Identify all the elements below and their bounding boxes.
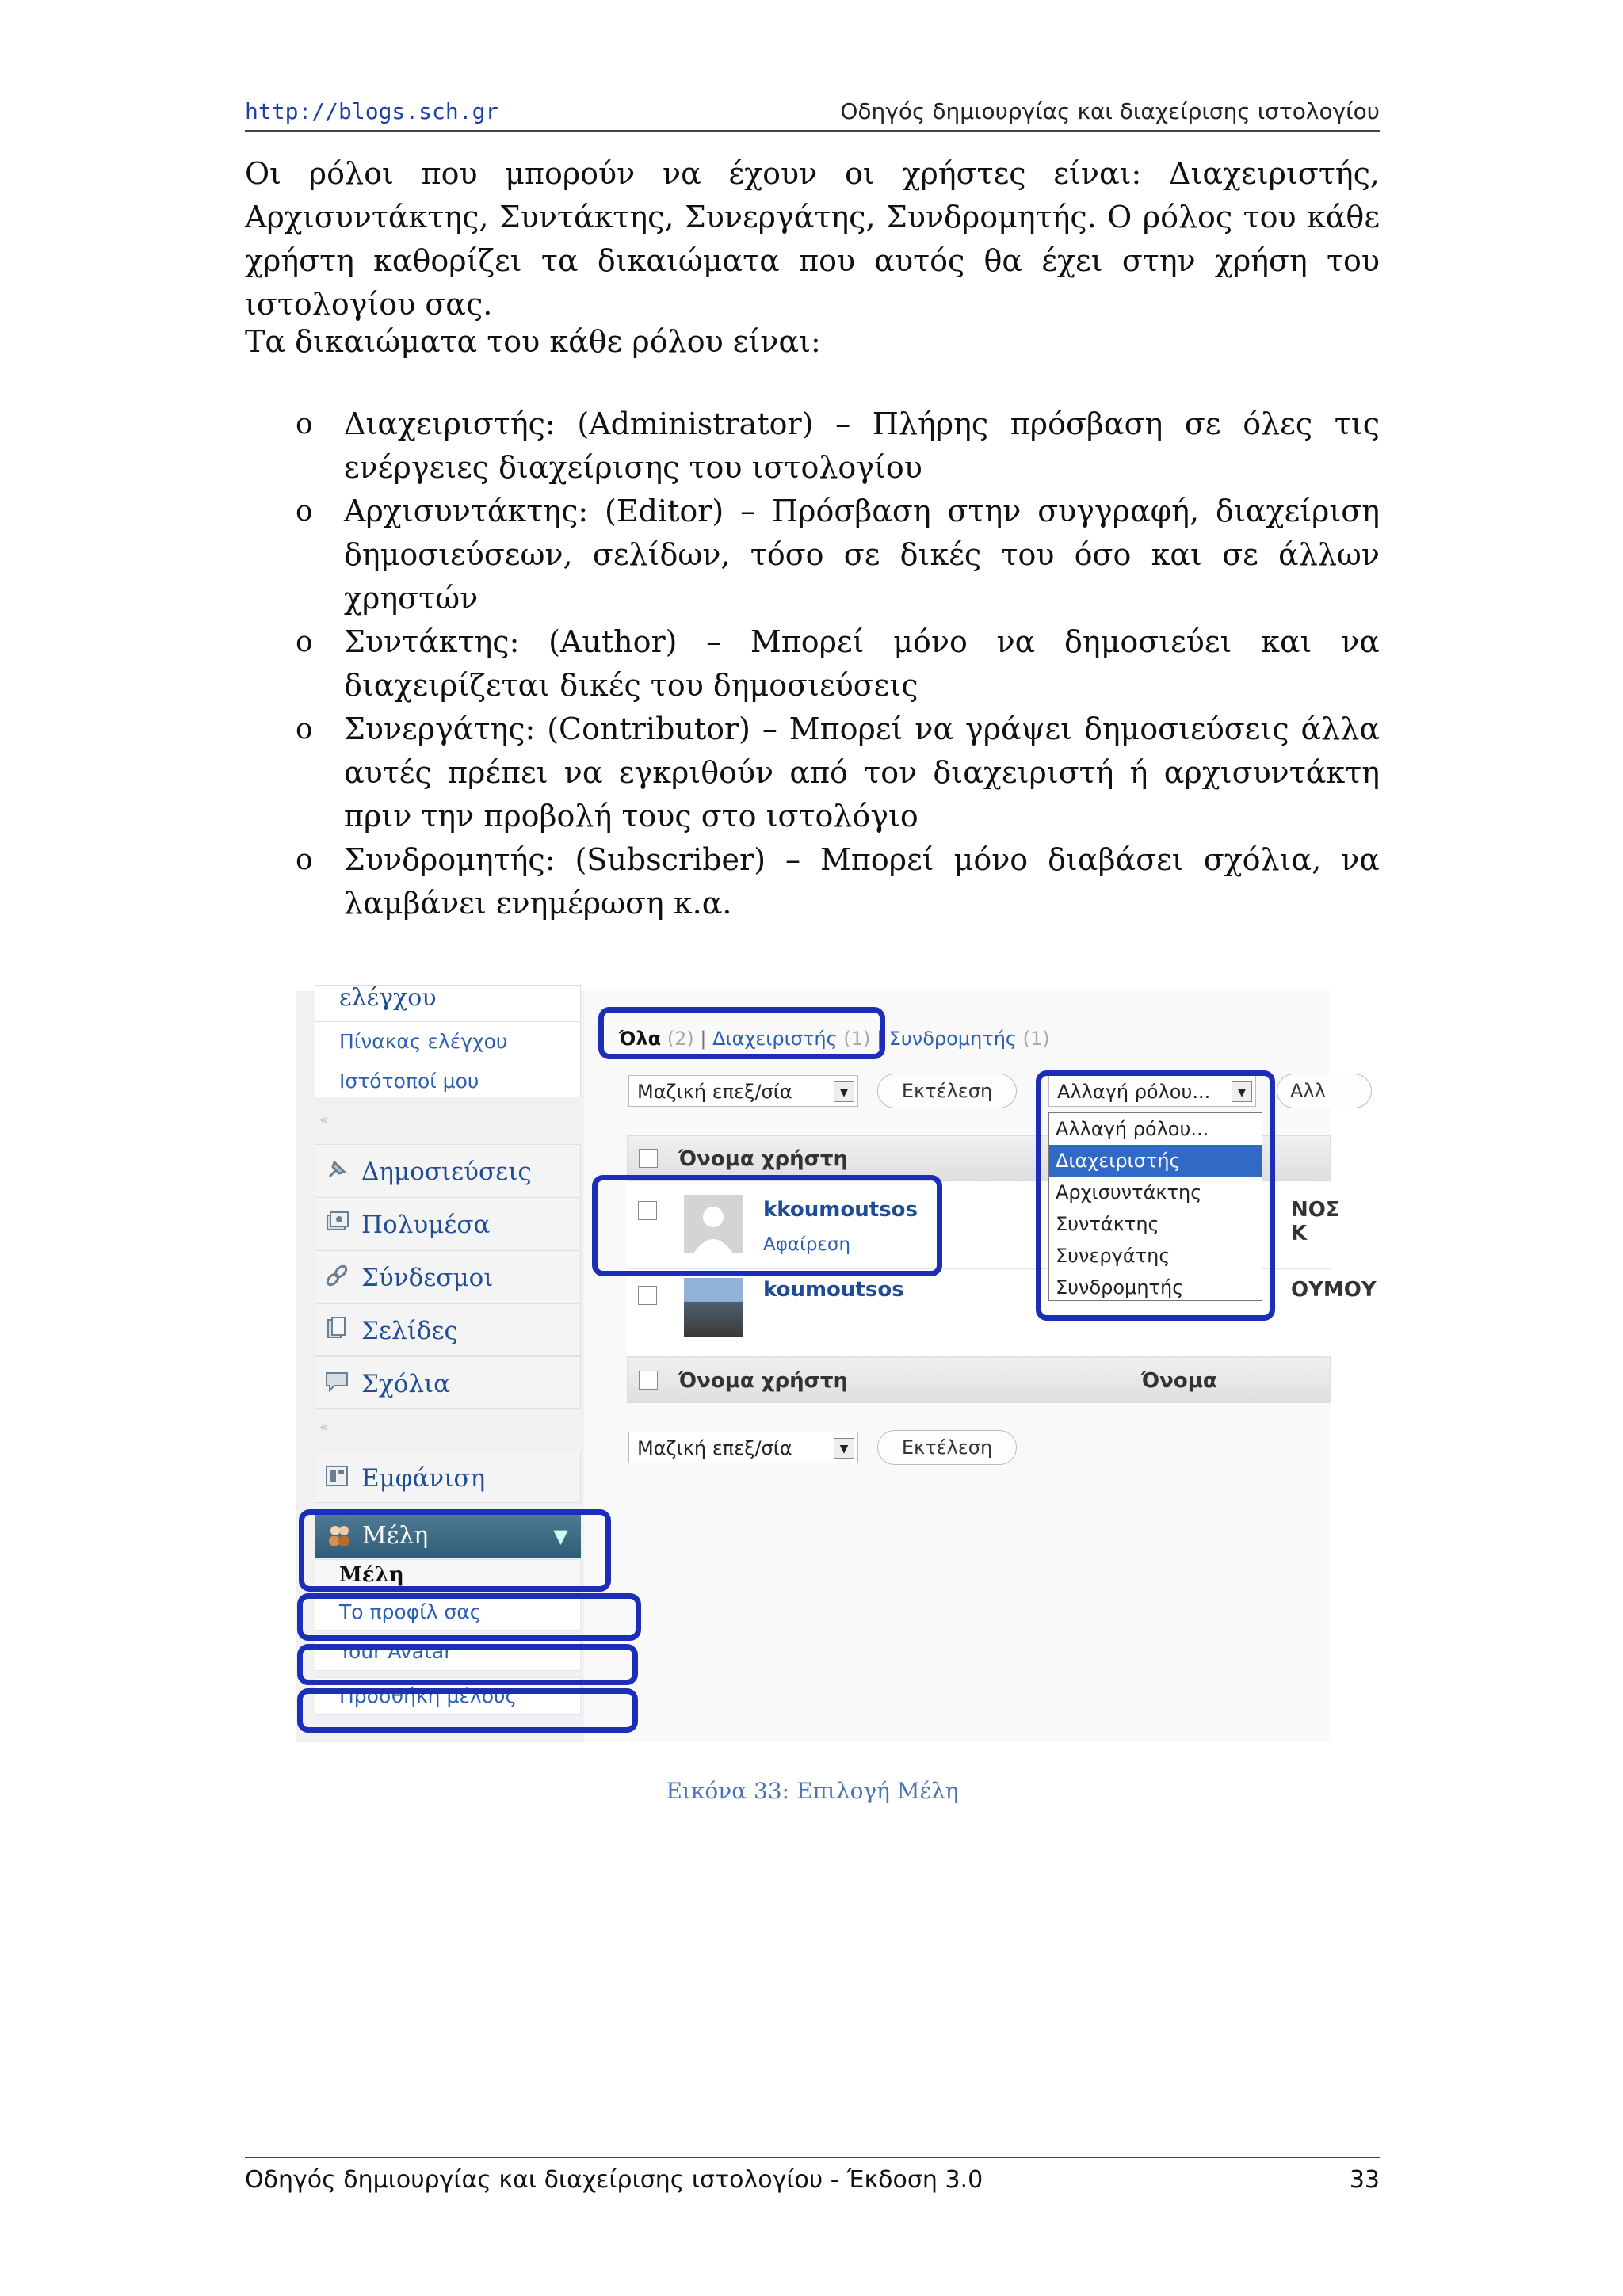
sidebar-subitem-label: Your Avatar xyxy=(339,1640,453,1663)
highlight-avatar xyxy=(297,1644,638,1685)
username-link[interactable]: kkoumoutsos xyxy=(763,1198,918,1222)
select-all-checkbox[interactable] xyxy=(639,1371,658,1390)
bulk-actions-select-bottom[interactable] xyxy=(628,1432,858,1463)
sidebar-item-my-sites[interactable]: Ιστότοποί μου xyxy=(339,1070,479,1093)
intro-paragraph: Οι ρόλοι που μπορούν να έχουν οι χρήστες είναι: Διαχειριστής, Αρχισυντάκτης, Συντάκτης, Συνεργάτης, Συνδρομητής. Ο ρόλος του κάθε χρήστη καθορίζει τα δικαιώματα που αυτός θα έχει στην χρήση του ιστολογίου σας. xyxy=(245,156,1380,322)
sidebar-item-label: Σχόλια xyxy=(361,1370,451,1398)
page-footer xyxy=(245,2157,1380,2196)
sidebar-item-pages[interactable] xyxy=(315,1303,581,1356)
highlight-role-dropdown xyxy=(1036,1070,1275,1321)
tab-administrator[interactable]: Διαχειριστής xyxy=(712,1028,838,1050)
username-link[interactable]: koumoutsos xyxy=(763,1278,904,1302)
row-checkbox[interactable] xyxy=(638,1286,657,1305)
bullet: o xyxy=(296,844,313,876)
list-item xyxy=(245,620,1380,707)
chevron-down-icon[interactable]: ▼ xyxy=(540,1514,581,1558)
sidebar-item-comments[interactable] xyxy=(315,1356,581,1409)
bullet: o xyxy=(296,713,313,746)
footer-title: Οδηγός δημιουργίας και διαχείρισης ιστολογίου - Έκδοση 3.0 xyxy=(245,2166,983,2194)
apply-button[interactable]: Εκτέλεση xyxy=(877,1074,1017,1108)
list-item xyxy=(245,707,1380,838)
list-item-text: Συνεργάτης: (Contributor) – Μπορεί να γράψει δημοσιεύσεις άλλα αυτές πρέπει να εγκριθούν από τον διαχειριστή ή αρχισυντάκτη πριν την προβολή τους στο ιστολόγιο xyxy=(344,711,1380,833)
sidebar-item-appearance[interactable] xyxy=(315,1451,581,1503)
bullet: o xyxy=(296,495,313,528)
change-button[interactable]: Αλλ xyxy=(1277,1074,1372,1108)
role-option[interactable]: Συνεργάτης xyxy=(1056,1245,1170,1267)
pin-icon xyxy=(323,1156,350,1183)
role-option[interactable]: Αλλαγή ρόλου... xyxy=(1056,1118,1209,1140)
list-item xyxy=(245,838,1380,925)
select-all-checkbox[interactable] xyxy=(639,1149,658,1168)
role-option[interactable]: Αρχισυντάκτης xyxy=(1056,1181,1202,1203)
highlight-add-member xyxy=(297,1688,638,1733)
chevron-down-icon[interactable]: ▼ xyxy=(1232,1081,1252,1102)
role-option[interactable]: Συνδρομητής xyxy=(1056,1276,1184,1299)
list-item-text: Συνδρομητής: (Subscriber) – Μπορεί μόνο διαβάσει σχόλια, να λαμβάνει ενημέρωση κ.α. xyxy=(344,842,1380,921)
list-item-text: Διαχειριστής: (Administrator) – Πλήρης πρόσβαση σε όλες τις ενέργειες διαχείρισης του ιστολογίου xyxy=(344,406,1380,485)
bullet: o xyxy=(296,626,313,658)
column-username: Όνομα χρήστη xyxy=(678,1369,849,1393)
table-footer xyxy=(627,1357,1331,1403)
remove-link[interactable]: Αφαίρεση xyxy=(763,1234,851,1255)
chevron-down-icon[interactable]: ▼ xyxy=(834,1081,854,1102)
column-username: Όνομα χρήστη xyxy=(678,1147,849,1171)
bulk-actions-value: Μαζική επεξ/σία xyxy=(637,1081,792,1103)
highlight-profile xyxy=(297,1593,641,1641)
tab-count: (1) xyxy=(1022,1028,1050,1050)
list-item xyxy=(245,402,1380,490)
name-cell: ΝΟΣ Κ xyxy=(1291,1198,1340,1245)
bullet: o xyxy=(296,408,313,441)
media-icon xyxy=(323,1209,350,1236)
tab-subscriber[interactable]: Συνδρομητής xyxy=(888,1028,1018,1050)
sidebar-item-label: Σύνδεσμοι xyxy=(361,1264,494,1292)
dashboard-links xyxy=(315,1021,581,1097)
tab-separator: | xyxy=(876,1028,884,1050)
sidebar-item-label: Σελίδες xyxy=(361,1317,458,1345)
page-number: 33 xyxy=(1349,2166,1380,2194)
sidebar-item-links[interactable] xyxy=(315,1250,581,1302)
role-option-selected[interactable]: Διαχειριστής xyxy=(1049,1145,1262,1177)
sidebar-item-label: Εμφάνιση xyxy=(361,1464,486,1493)
sidebar-item-media[interactable] xyxy=(315,1197,581,1249)
collapse-icon[interactable]: « xyxy=(319,1419,329,1436)
dashboard-cut-label: ελέγχου xyxy=(339,984,437,1012)
rights-paragraph: Τα δικαιώματα του κάθε ρόλου είναι: xyxy=(245,324,821,359)
header-url[interactable]: http://blogs.sch.gr xyxy=(245,98,499,124)
name-cell: ΟΥΜΟΥ xyxy=(1291,1278,1377,1302)
role-option[interactable]: Συντάκτης xyxy=(1056,1213,1159,1235)
link-icon xyxy=(323,1262,350,1289)
avatar xyxy=(684,1278,743,1337)
sidebar-item-label: Πολυμέσα xyxy=(361,1211,491,1239)
tab-separator: | xyxy=(700,1028,707,1050)
list-item xyxy=(245,490,1380,620)
tab-count: (2) xyxy=(666,1028,694,1050)
page-header xyxy=(245,97,1380,132)
sidebar-item-posts[interactable] xyxy=(315,1144,581,1196)
appearance-icon xyxy=(323,1463,350,1489)
change-role-value: Αλλαγή ρόλου... xyxy=(1057,1081,1211,1103)
sidebar-subitem-label: Το προφίλ σας xyxy=(339,1600,482,1623)
list-item-text: Συντάκτης: (Author) – Μπορεί μόνο να δημοσιεύει και να διαχειρίζεται δικές του δημοσιεύσεις xyxy=(344,624,1380,703)
sidebar-subitem-label: Μέλη xyxy=(339,1563,404,1587)
highlight-filter-tabs xyxy=(598,1007,885,1059)
figure-caption: Εικόνα 33: Επιλογή Μέλη xyxy=(666,1778,959,1804)
bulk-actions-select[interactable] xyxy=(628,1075,858,1107)
header-title: Οδηγός δημιουργίας και διαχείρισης ιστολογίου xyxy=(840,98,1380,124)
collapse-icon[interactable]: « xyxy=(319,1112,329,1128)
roles-list xyxy=(245,402,1380,925)
tab-count: (1) xyxy=(843,1028,871,1050)
pages-icon xyxy=(323,1315,350,1342)
highlight-user-row xyxy=(592,1175,942,1276)
bulk-actions-value: Μαζική επεξ/σία xyxy=(637,1437,792,1459)
members-screenshot xyxy=(296,984,1377,1742)
sidebar-item-label: Δημοσιεύσεις xyxy=(361,1158,532,1186)
sidebar-subitem-label: Προσθήκη μέλους xyxy=(339,1684,517,1707)
apply-button-bottom[interactable]: Εκτέλεση xyxy=(877,1430,1017,1465)
comment-icon xyxy=(323,1368,350,1395)
list-item-text: Αρχισυντάκτης: (Editor) – Πρόσβαση στην συγγραφή, διαχείριση δημοσιεύσεων, σελίδων, τόσο σε δικές του όσο και σε άλλων χρηστών xyxy=(344,494,1380,616)
sidebar-item-dashboard[interactable]: Πίνακας ελέγχου xyxy=(339,1030,508,1053)
chevron-down-icon[interactable]: ▼ xyxy=(834,1438,854,1459)
sidebar-item-label: Μέλη xyxy=(362,1522,429,1550)
column-name: Όνομα xyxy=(1141,1369,1217,1393)
highlight-members-menu xyxy=(299,1509,611,1592)
tab-all[interactable]: Όλα xyxy=(619,1028,662,1050)
